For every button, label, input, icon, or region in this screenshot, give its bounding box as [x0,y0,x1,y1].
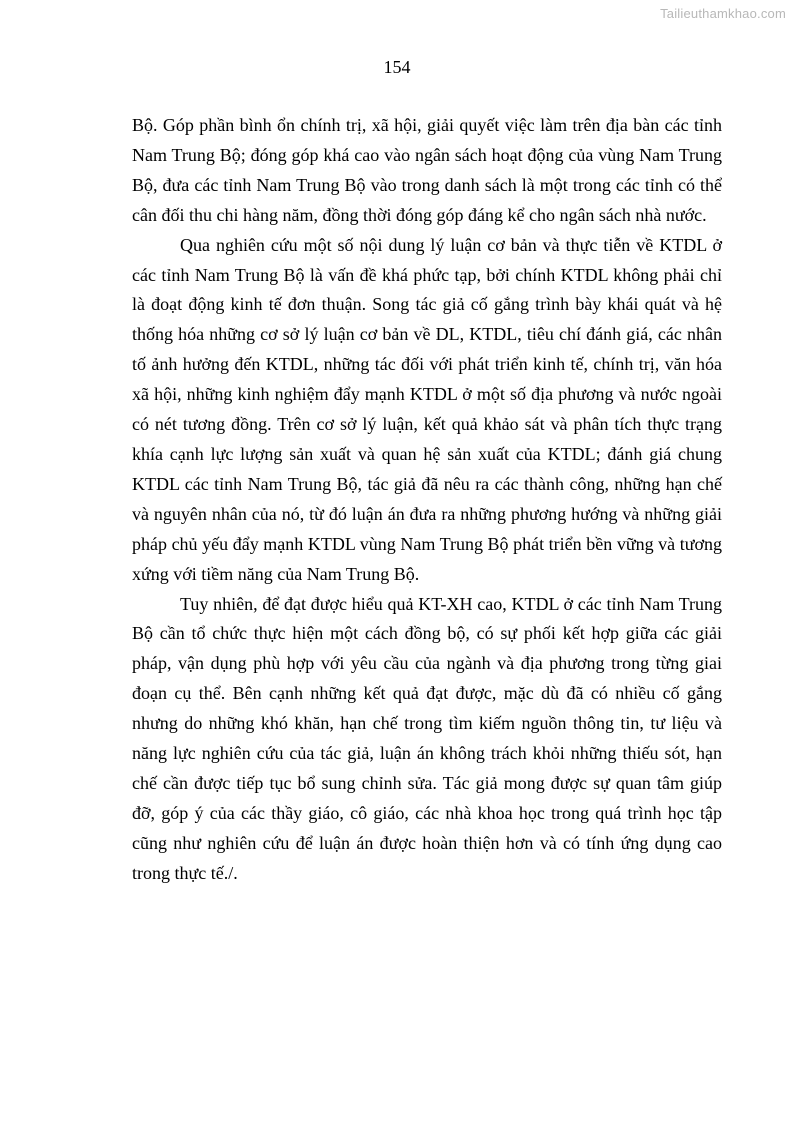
paragraph-3: Tuy nhiên, để đạt được hiểu quả KT-XH cao, KTDL ở các tỉnh Nam Trung Bộ cần tổ chức thực hiện một cách đồng bộ, có sự phối kết hợp giữa các giải pháp, vận dụng phù hợp với yêu cầu của ngành và địa phương trong từng giai đoạn cụ thể. Bên cạnh những kết quả đạt được, mặc dù đã có nhiều cố gắng nhưng do những khó khăn, hạn chế trong tìm kiếm nguồn thông tin, tư liệu và năng lực nghiên cứu của tác giả, luận án không trách khỏi những thiếu sót, hạn chế cần được tiếp tục bổ sung chỉnh sửa. Tác giả mong được sự quan tâm giúp đỡ, góp ý của các thầy giáo, cô giáo, các nhà khoa học trong quá trình học tập cũng như nghiên cứu để luận án được hoàn thiện hơn và có tính ứng dụng cao trong thực tế./. [132,593,722,883]
paragraph-2: Qua nghiên cứu một số nội dung lý luận cơ bản và thực tiễn về KTDL ở các tỉnh Nam Trung Bộ là vấn đề khá phức tạp, bởi chính KTDL không phải chỉ là đoạt động kinh tế đơn thuận. Song tác giả cố gắng trình bày khái quát và hệ thống hóa những cơ sở lý luận cơ bản về DL, KTDL, tiêu chí đánh giá, các nhân tố ảnh hưởng đến KTDL, những tác đối với phát triển kinh tế, chính trị, văn hóa xã hội, những kinh nghiệm đẩy mạnh KTDL ở một số địa phương và nước ngoài có nét tương đồng. Trên cơ sở lý luận, kết quả khảo sát và phân tích thực trạng khía cạnh lực lượng sản xuất và quan hệ sản xuất của KTDL; đánh giá chung KTDL các tỉnh Nam Trung Bộ, tác giả đã nêu ra các thành công, những hạn chế và nguyên nhân của nó, từ đó luận án đưa ra những phương hướng và những giải pháp chủ yếu đẩy mạnh KTDL vùng Nam Trung Bộ phát triển bền vững và tương xứng với tiềm năng của Nam Trung Bộ. [132,234,722,584]
body-text [132,111,722,889]
page-number: 154 [383,57,411,77]
paragraph-1: Bộ. Góp phần bình ổn chính trị, xã hội, giải quyết việc làm trên địa bàn các tỉnh Nam Trung Bộ; đóng góp khá cao vào ngân sách hoạt động của vùng Nam Trung Bộ, đưa các tỉnh Nam Trung Bộ vào trong danh sách là một trong các tỉnh có thể cân đối thu chi hàng năm, đồng thời đóng góp đáng kể cho ngân sách nhà nước. [132,115,722,225]
watermark: Tailieuthamkhao.com [660,6,786,21]
